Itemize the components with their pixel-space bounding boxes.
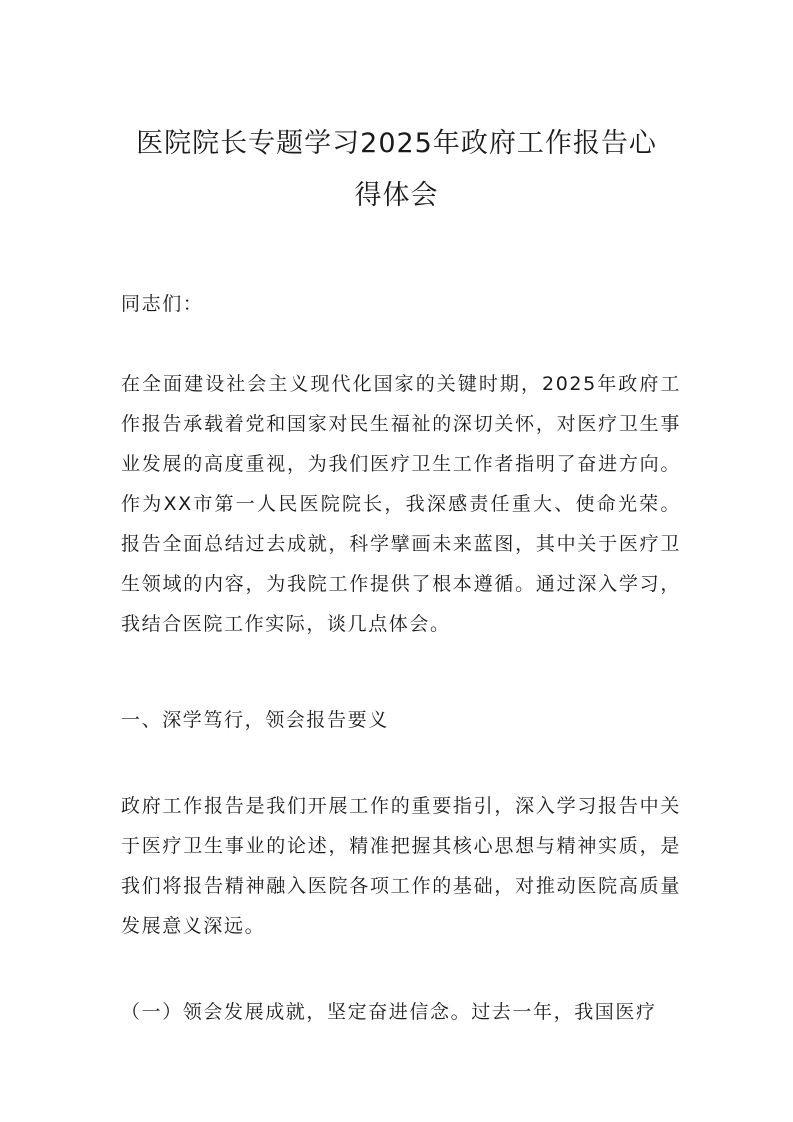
section-heading-1: 一、深学笃行，领会报告要义 xyxy=(121,709,389,731)
document-title xyxy=(100,118,693,222)
section-1-paragraph: 政府工作报告是我们开展工作的重要指引，深入学习报告中关于医疗卫生事业的论述，精准把握其核心思想与精神实质，是我们将报告精神融入医院各项工作的基础，对推动医院高质量发展意义深远。 xyxy=(121,795,681,937)
title-line-2: 得体会 xyxy=(354,180,439,211)
title-line-1: 医院院长专题学习2025年政府工作报告心 xyxy=(136,128,657,159)
intro-paragraph: 在全面建设社会主义现代化国家的关键时期，2025年政府工作报告承载着党和国家对民生福祉的深切关怀，对医疗卫生事业发展的高度重视，为我们医疗卫生工作者指明了奋进方向。作为XX市第一人民医院院长，我深感责任重大、使命光荣。报告全面总结过去成就，科学擘画未来蓝图，其中关于医疗卫生领域的内容，为我院工作提供了根本遵循。通过深入学习，我结合医院工作实际，谈几点体会。 xyxy=(121,373,681,635)
subsection-1-paragraph: （一）领会发展成就，坚定奋进信念。过去一年，我国医疗 xyxy=(121,1001,657,1023)
salutation: 同志们： xyxy=(121,293,204,315)
